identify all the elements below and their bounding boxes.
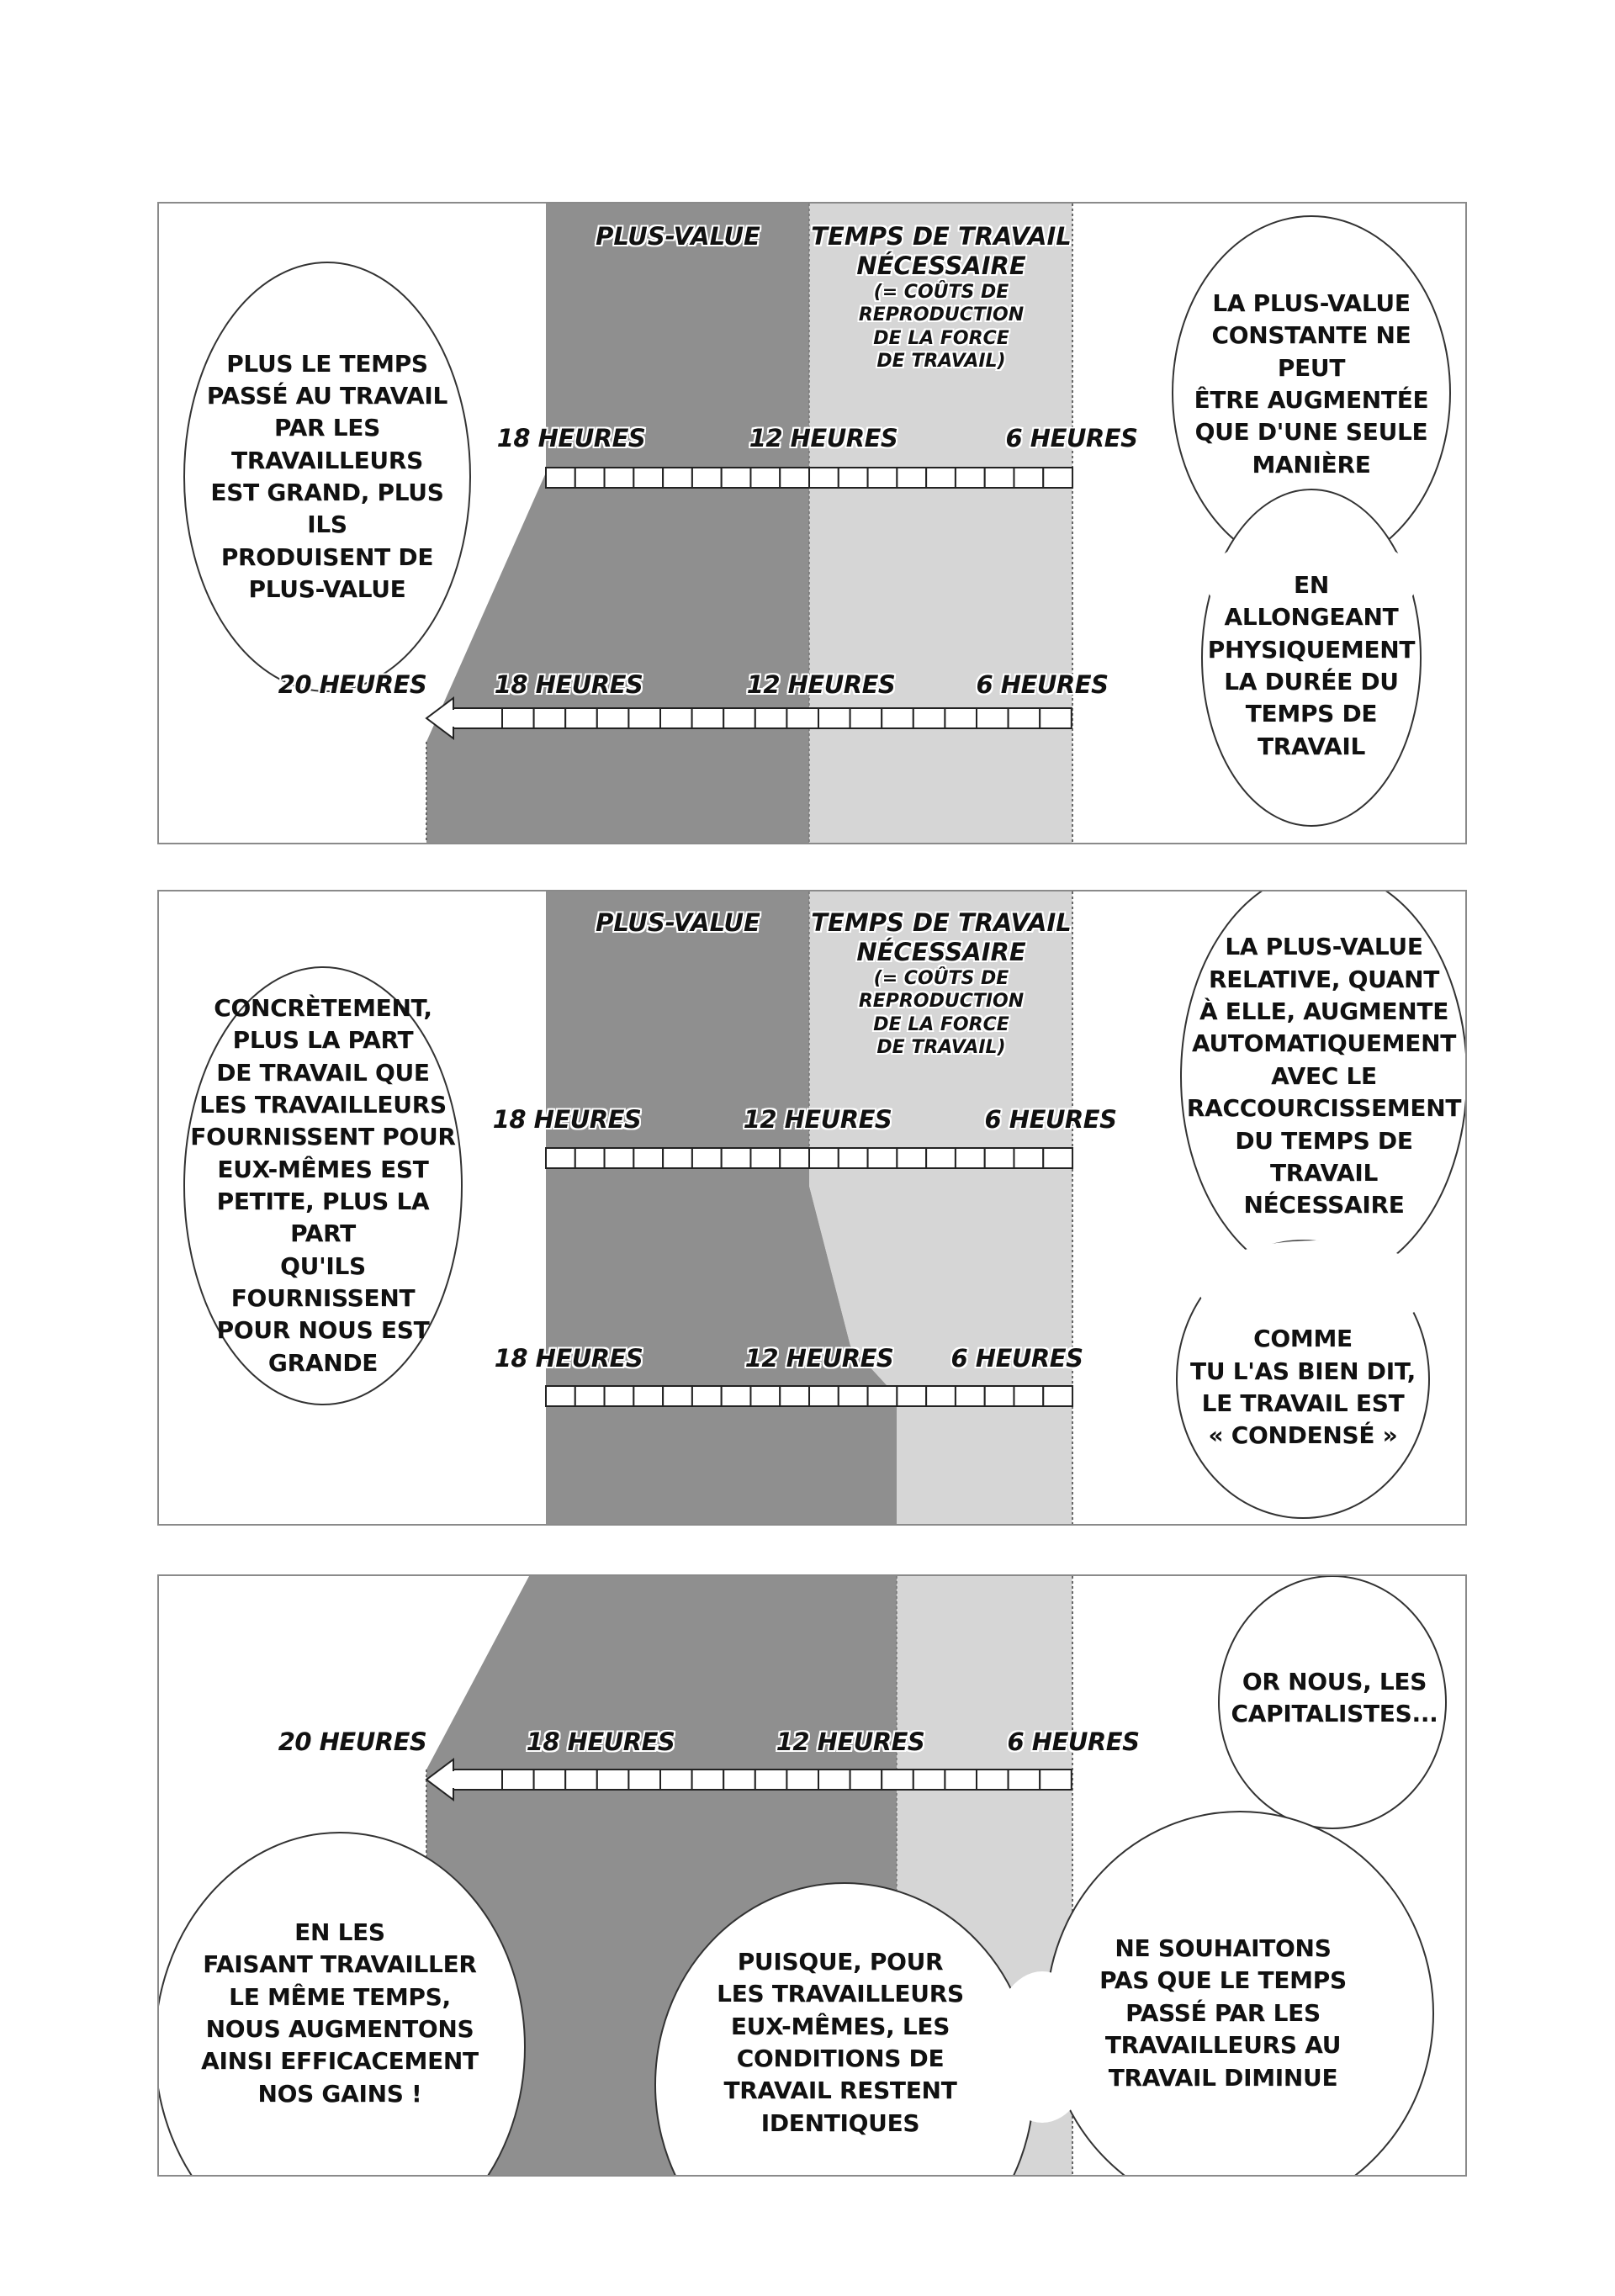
hour-cell: [956, 1148, 985, 1168]
hour-cell: [723, 1770, 755, 1790]
hour-cell: [1014, 1148, 1043, 1168]
panel-2: [157, 890, 1467, 1526]
hour-cell: [868, 1386, 898, 1406]
hour-cell: [633, 1386, 663, 1406]
hour-cell: [868, 468, 898, 488]
hour-cell: [818, 1770, 850, 1790]
speech-text-left: PLUS LE TEMPS PASSÉ AU TRAVAIL PAR LES TRAVAILLEURS EST GRAND, PLUS ILS PRODUISENT DE PLUS-VALUE: [206, 349, 448, 604]
hour-cell: [926, 468, 956, 488]
hour-bar-top: [546, 1148, 1072, 1168]
hour-cell: [575, 1148, 605, 1168]
hour-cell: [945, 1770, 977, 1790]
hour-cell: [1014, 1386, 1043, 1406]
label-top-12h: 12 HEURES: [743, 1105, 892, 1134]
hour-cell: [839, 1148, 868, 1168]
label-18h: 18 HEURES: [526, 1727, 675, 1756]
speech-text-left: EN LES FAISANT TRAVAILLER LE MÊME TEMPS, NOUS AUGMENTONS AINSI EFFICACEMENT NOS GAINS !: [201, 1918, 479, 2108]
hour-cell: [605, 468, 634, 488]
speech-text-right-bottom: COMME TU L'AS BIEN DIT, LE TRAVAIL EST « CONDENSÉ »: [1190, 1325, 1416, 1450]
speech-text-center: PUISQUE, POUR LES TRAVAILLEURS EUX-MÊMES, LES CONDITIONS DE TRAVAIL RESTENT IDENTIQUES: [717, 1947, 964, 2137]
header-surplus: PLUS-VALUE: [596, 908, 760, 937]
hour-cell: [809, 1386, 839, 1406]
speech-text-right-top: LA PLUS-VALUE RELATIVE, QUANT À ELLE, AUGMENTE AUTOMATIQUEMENT AVEC LE RACCOURCISSEMENT DU TEMPS DE TRAVAIL NÉCESSAIRE: [1186, 933, 1462, 1219]
hour-cell: [977, 1770, 1009, 1790]
hour-cell: [839, 468, 868, 488]
hour-cell: [502, 1770, 534, 1790]
necessary-area-lower: [809, 473, 1072, 843]
label-20h: 20 HEURES: [278, 1727, 427, 1756]
hour-cell: [663, 1386, 692, 1406]
hour-cell: [534, 1770, 566, 1790]
speech-text-top-right: OR NOUS, LES CAPITALISTES...: [1231, 1667, 1438, 1727]
hour-cell: [780, 1148, 809, 1168]
label-bottom-18h: 18 HEURES: [494, 670, 643, 699]
hour-cell: [575, 1386, 605, 1406]
hour-cell: [985, 1386, 1014, 1406]
hour-cell: [913, 708, 945, 728]
hour-cell: [897, 1148, 926, 1168]
hour-cell: [565, 708, 597, 728]
hour-cell: [660, 1770, 692, 1790]
hour-cell: [897, 468, 926, 488]
hour-cell: [628, 708, 660, 728]
hour-cell: [868, 1148, 898, 1168]
hour-cell: [913, 1770, 945, 1790]
hour-cell: [722, 1148, 751, 1168]
hour-cell: [1009, 1770, 1040, 1790]
hour-cell: [722, 468, 751, 488]
hour-cell: [1043, 1148, 1072, 1168]
hour-cell: [597, 1770, 629, 1790]
hour-cell: [1043, 468, 1072, 488]
hour-cell: [818, 708, 850, 728]
header-necessary-time: TEMPS DE TRAVAIL NÉCESSAIRE (= COÛTS DE REPRODUCTION DE LA FORCE DE TRAVAIL): [811, 908, 1072, 1059]
hour-cell: [750, 1148, 780, 1168]
label-top-6h: 6 HEURES: [1005, 424, 1138, 452]
hour-cell: [850, 708, 882, 728]
label-bottom-12h: 12 HEURES: [744, 1344, 894, 1373]
hour-cell: [897, 1386, 926, 1406]
hour-cell: [945, 708, 977, 728]
hour-cell: [663, 468, 692, 488]
hour-cell: [628, 1770, 660, 1790]
hour-cell: [633, 1148, 663, 1168]
hour-cell: [722, 1386, 751, 1406]
hour-cell: [926, 1148, 956, 1168]
label-bottom-6h: 6 HEURES: [976, 670, 1109, 699]
hour-cell: [1014, 468, 1043, 488]
hour-cell: [985, 468, 1014, 488]
hour-cell: [1009, 708, 1040, 728]
speech-text-left: CONCRÈTEMENT, PLUS LA PART DE TRAVAIL QUE LES TRAVAILLEURS FOURNISSENT POUR EUX-MÊMES EST PETITE, PLUS LA PART QU'ILS FOURNISSENT POUR NOUS EST GRANDE: [190, 993, 456, 1377]
hour-cell: [780, 1386, 809, 1406]
label-top-18h: 18 HEURES: [492, 1105, 642, 1134]
hour-cell: [750, 1386, 780, 1406]
label-top-12h: 12 HEURES: [749, 424, 898, 452]
hour-cell: [534, 708, 566, 728]
label-bottom-20h: 20 HEURES: [278, 670, 427, 699]
label-6h: 6 HEURES: [1007, 1727, 1140, 1756]
hour-bar-bottom: [546, 1386, 1072, 1406]
hour-cell: [786, 708, 818, 728]
header-surplus: PLUS-VALUE: [596, 222, 760, 251]
hour-cell: [809, 1148, 839, 1168]
speech-text-right-bottom: EN ALLONGEANT PHYSIQUEMENT LA DURÉE DU TEMPS DE TRAVAIL: [1207, 570, 1416, 760]
hour-cell: [597, 708, 629, 728]
hour-cell: [546, 1386, 575, 1406]
label-bottom-12h: 12 HEURES: [746, 670, 896, 699]
hour-cell: [575, 468, 605, 488]
hour-cell: [723, 708, 755, 728]
hour-cell: [605, 1386, 634, 1406]
hour-cell: [850, 1770, 882, 1790]
hour-cell: [750, 468, 780, 488]
hour-cell: [660, 708, 692, 728]
hour-cell: [755, 1770, 787, 1790]
hour-cell: [1040, 1770, 1072, 1790]
panel-3: [157, 1574, 1467, 2177]
hour-cell: [633, 468, 663, 488]
hour-cell: [882, 1770, 913, 1790]
hour-cell: [755, 708, 787, 728]
label-12h: 12 HEURES: [776, 1727, 925, 1756]
header-necessary-time: TEMPS DE TRAVAIL NÉCESSAIRE (= COÛTS DE REPRODUCTION DE LA FORCE DE TRAVAIL): [811, 222, 1072, 373]
hour-cell: [692, 468, 722, 488]
hour-cell: [605, 1148, 634, 1168]
hour-cell: [692, 1148, 722, 1168]
hour-cell: [977, 708, 1009, 728]
hour-cell: [546, 1148, 575, 1168]
hour-cell: [780, 468, 809, 488]
label-bottom-6h: 6 HEURES: [950, 1344, 1083, 1373]
hour-cell: [985, 1148, 1014, 1168]
speech-text-right: NE SOUHAITONS PAS QUE LE TEMPS PASSÉ PAR LES TRAVAILLEURS AU TRAVAIL DIMINUE: [1099, 1934, 1347, 2092]
hour-cell: [502, 708, 534, 728]
hour-cell: [692, 708, 724, 728]
speech-text-right-top: LA PLUS-VALUE CONSTANTE NE PEUT ÊTRE AUGMENTÉE QUE D'UNE SEULE MANIÈRE: [1194, 288, 1429, 479]
hour-cell: [663, 1148, 692, 1168]
hour-bar-top: [546, 468, 1072, 488]
hour-cell: [786, 1770, 818, 1790]
hour-cell: [809, 468, 839, 488]
hour-cell: [1040, 708, 1072, 728]
hour-cell: [565, 1770, 597, 1790]
label-top-18h: 18 HEURES: [496, 424, 646, 452]
hour-cell: [956, 1386, 985, 1406]
hour-cell: [956, 468, 985, 488]
hour-cell: [546, 468, 575, 488]
surplus-expansion-area: [426, 473, 809, 843]
hour-cell: [926, 1386, 956, 1406]
hour-cell: [692, 1386, 722, 1406]
label-bottom-18h: 18 HEURES: [494, 1344, 643, 1373]
hour-cell: [839, 1386, 868, 1406]
label-top-6h: 6 HEURES: [984, 1105, 1117, 1134]
panel-1: [157, 202, 1467, 844]
hour-cell: [882, 708, 913, 728]
hour-cell: [692, 1770, 724, 1790]
hour-cell: [1043, 1386, 1072, 1406]
